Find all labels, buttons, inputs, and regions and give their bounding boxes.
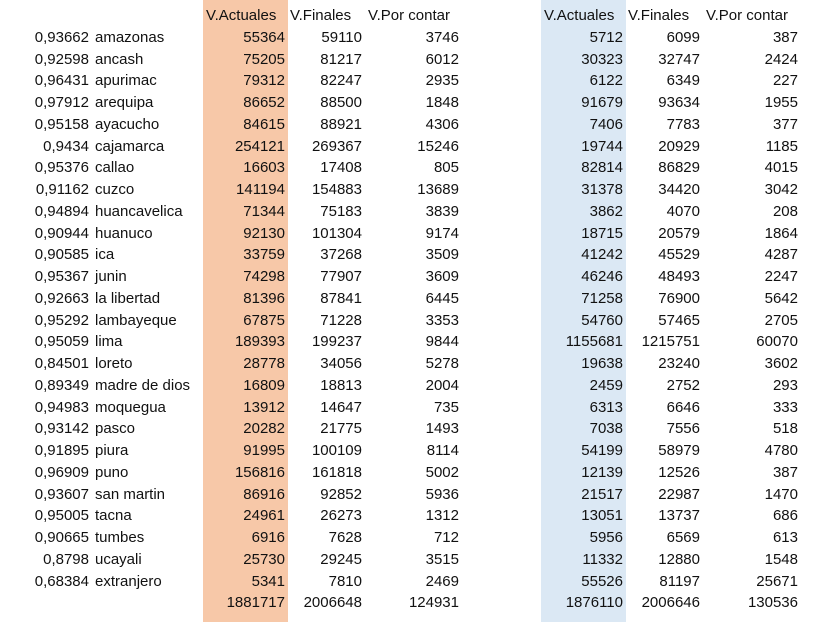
region-cell: junin xyxy=(95,268,127,285)
actuales-cell: 19638 xyxy=(581,355,623,372)
right-vote-table xyxy=(541,5,801,614)
ratio-cell: 0,95367 xyxy=(34,268,89,285)
ratio-cell: 0,92663 xyxy=(34,289,89,307)
actuales-cell: 21517 xyxy=(581,485,623,503)
ratio-cell: 0,89349 xyxy=(34,376,89,394)
por-contar-cell: 377 xyxy=(772,115,798,133)
ratio-cell: 0,84501 xyxy=(34,355,89,372)
actuales-cell: 7406 xyxy=(589,115,623,133)
actuales-cell: 54760 xyxy=(581,311,623,329)
actuales-cell: 82814 xyxy=(581,159,623,177)
finales-cell: 21775 xyxy=(320,420,362,438)
por-contar-cell: 5002 xyxy=(425,463,459,481)
actuales-cell: 12139 xyxy=(581,463,623,481)
actuales-cell: 11332 xyxy=(582,550,623,568)
table-row xyxy=(541,179,801,201)
table-row xyxy=(541,136,801,158)
finales-cell: 34056 xyxy=(320,355,362,372)
ratio-cell: 0,94894 xyxy=(34,202,89,220)
por-contar-cell: 6445 xyxy=(425,289,459,307)
finales-cell: 6099 xyxy=(666,28,700,46)
region-cell: madre de dios xyxy=(95,376,191,394)
ratio-cell: 0,92598 xyxy=(34,50,89,68)
actuales-cell: 24961 xyxy=(243,507,285,525)
table-row xyxy=(0,484,462,506)
finales-cell: 7556 xyxy=(666,420,700,438)
table-row xyxy=(541,49,801,71)
actuales-cell: 79312 xyxy=(243,72,285,90)
actuales-cell: 46246 xyxy=(581,268,623,285)
total-por-contar: 124931 xyxy=(408,594,459,612)
actuales-cell: 91679 xyxy=(581,94,623,111)
por-contar-cell: 3602 xyxy=(764,355,798,372)
table-row xyxy=(541,440,801,462)
ratio-cell: 0,95005 xyxy=(34,507,89,525)
ratio-cell: 0,96909 xyxy=(34,463,89,481)
actuales-cell: 7038 xyxy=(589,420,623,438)
finales-cell: 6569 xyxy=(666,529,700,546)
region-cell: tacna xyxy=(95,507,132,525)
finales-cell: 71228 xyxy=(320,311,362,329)
actuales-cell: 18715 xyxy=(581,224,623,242)
por-contar-cell: 4287 xyxy=(764,246,798,264)
finales-cell: 101304 xyxy=(311,224,362,242)
actuales-cell: 3862 xyxy=(589,202,623,220)
table-row xyxy=(541,484,801,506)
actuales-cell: 141194 xyxy=(236,181,285,198)
por-contar-cell: 2469 xyxy=(425,572,459,590)
finales-cell: 37268 xyxy=(320,246,362,264)
actuales-cell: 54199 xyxy=(581,442,623,459)
table-row xyxy=(0,440,462,462)
table-row xyxy=(541,201,801,223)
actuales-cell: 156816 xyxy=(234,463,285,481)
actuales-cell: 30323 xyxy=(581,50,623,68)
actuales-cell: 71258 xyxy=(581,289,623,307)
region-cell: cuzco xyxy=(95,181,135,198)
region-cell: huancavelica xyxy=(95,202,183,220)
finales-cell: 93634 xyxy=(658,94,700,111)
actuales-cell: 86652 xyxy=(243,94,285,111)
por-contar-cell: 1548 xyxy=(764,550,798,568)
actuales-cell: 28778 xyxy=(243,355,285,372)
por-contar-cell: 2705 xyxy=(764,311,798,329)
finales-cell: 34420 xyxy=(658,181,700,198)
por-contar-cell: 2935 xyxy=(425,72,459,90)
finales-cell: 77907 xyxy=(320,268,362,285)
table-row xyxy=(0,266,462,288)
por-contar-cell: 3839 xyxy=(425,202,459,220)
actuales-cell: 16809 xyxy=(243,376,285,394)
region-cell: ucayali xyxy=(95,550,142,568)
por-contar-cell: 1955 xyxy=(764,94,798,111)
table-row xyxy=(0,27,462,49)
finales-cell: 87841 xyxy=(320,289,362,307)
totals-row xyxy=(0,592,462,614)
region-cell: callao xyxy=(95,159,135,177)
por-contar-cell: 735 xyxy=(433,398,459,416)
region-cell: amazonas xyxy=(95,28,165,46)
ratio-cell: 0,96431 xyxy=(34,72,89,90)
total-actuales: 1881717 xyxy=(226,594,285,612)
finales-cell: 269367 xyxy=(311,137,362,155)
finales-cell: 1215751 xyxy=(641,333,700,351)
actuales-cell: 33759 xyxy=(243,246,285,264)
region-cell: cajamarca xyxy=(95,137,165,155)
region-cell: la libertad xyxy=(95,289,161,307)
table-row xyxy=(0,549,462,571)
table-row xyxy=(0,353,462,375)
actuales-cell: 20282 xyxy=(243,420,285,438)
por-contar-cell: 208 xyxy=(772,202,798,220)
finales-cell: 92852 xyxy=(320,485,362,503)
por-contar-cell: 3609 xyxy=(425,268,459,285)
finales-cell: 199237 xyxy=(311,333,362,351)
table-row xyxy=(541,462,801,484)
actuales-cell: 84615 xyxy=(243,115,285,133)
region-cell: pasco xyxy=(95,420,136,438)
por-contar-cell: 3509 xyxy=(425,246,459,264)
finales-cell: 81217 xyxy=(320,50,362,68)
por-contar-cell: 1185 xyxy=(765,137,798,155)
table-row xyxy=(541,375,801,397)
left-vote-table xyxy=(0,5,462,614)
finales-cell: 58979 xyxy=(658,442,700,459)
por-contar-cell: 387 xyxy=(772,463,798,481)
region-cell: moquegua xyxy=(95,398,166,416)
table-row xyxy=(541,223,801,245)
table-row xyxy=(0,201,462,223)
ratio-cell: 0,9434 xyxy=(43,137,89,155)
table-row xyxy=(0,310,462,332)
por-contar-cell: 1848 xyxy=(425,94,459,111)
table-row xyxy=(541,244,801,266)
table-row xyxy=(0,49,462,71)
region-cell: ancash xyxy=(95,50,144,68)
region-cell: arequipa xyxy=(95,94,154,111)
finales-cell: 86829 xyxy=(658,159,700,177)
por-contar-cell: 613 xyxy=(772,529,798,546)
ratio-cell: 0,90944 xyxy=(34,224,89,242)
por-contar-cell: 25671 xyxy=(756,572,798,590)
header-actuales: V.Actuales xyxy=(544,7,615,24)
por-contar-cell: 518 xyxy=(772,420,798,438)
table-row xyxy=(0,527,462,549)
table-row xyxy=(0,136,462,158)
table-row xyxy=(541,331,801,353)
por-contar-cell: 712 xyxy=(433,529,459,546)
actuales-cell: 75205 xyxy=(243,50,285,68)
por-contar-cell: 1470 xyxy=(764,485,798,503)
table-row xyxy=(0,462,462,484)
finales-cell: 26273 xyxy=(320,507,362,525)
header-por-contar: V.Por contar xyxy=(706,7,788,24)
por-contar-cell: 4780 xyxy=(764,442,798,459)
actuales-cell: 86916 xyxy=(243,485,285,503)
region-cell: lima xyxy=(95,333,123,351)
por-contar-cell: 1493 xyxy=(425,420,459,438)
finales-cell: 45529 xyxy=(658,246,700,264)
table-row xyxy=(0,114,462,136)
table-row xyxy=(541,92,801,114)
actuales-cell: 1155681 xyxy=(565,333,623,351)
ratio-cell: 0,94983 xyxy=(34,398,89,416)
table-row xyxy=(0,179,462,201)
actuales-cell: 5956 xyxy=(589,529,623,546)
total-actuales: 1876110 xyxy=(565,594,623,612)
empty-cell xyxy=(0,592,89,614)
actuales-cell: 71344 xyxy=(243,202,285,220)
table-row xyxy=(0,505,462,527)
ratio-cell: 0,90585 xyxy=(34,246,89,264)
region-cell: piura xyxy=(95,442,129,459)
ratio-cell: 0,93607 xyxy=(34,485,89,503)
table-row xyxy=(541,288,801,310)
actuales-cell: 189393 xyxy=(234,333,285,351)
header-por-contar: V.Por contar xyxy=(368,7,450,24)
actuales-cell: 5712 xyxy=(589,28,623,46)
por-contar-cell: 9844 xyxy=(425,333,459,351)
finales-cell: 13737 xyxy=(658,507,700,525)
region-cell: huanuco xyxy=(95,224,153,242)
actuales-cell: 6916 xyxy=(251,529,285,546)
ratio-cell: 0,91162 xyxy=(35,181,89,198)
por-contar-cell: 293 xyxy=(772,376,798,394)
actuales-cell: 31378 xyxy=(581,181,623,198)
finales-cell: 57465 xyxy=(658,311,700,329)
finales-cell: 88921 xyxy=(320,115,362,133)
actuales-cell: 74298 xyxy=(243,268,285,285)
por-contar-cell: 3746 xyxy=(425,28,459,46)
ratio-cell: 0,90665 xyxy=(34,529,89,546)
total-por-contar: 130536 xyxy=(747,594,798,612)
por-contar-cell: 2004 xyxy=(425,376,459,394)
region-cell: puno xyxy=(95,463,129,481)
finales-cell: 12880 xyxy=(658,550,700,568)
ratio-cell: 0,97912 xyxy=(34,94,89,111)
finales-cell: 17408 xyxy=(320,159,362,177)
ratio-cell: 0,95059 xyxy=(34,333,89,351)
por-contar-cell: 60070 xyxy=(756,333,798,351)
finales-cell: 29245 xyxy=(320,550,362,568)
table-row xyxy=(541,505,801,527)
por-contar-cell: 5642 xyxy=(764,289,798,307)
finales-cell: 23240 xyxy=(658,355,700,372)
finales-cell: 81197 xyxy=(659,572,700,590)
region-cell: ayacucho xyxy=(95,115,160,133)
por-contar-cell: 1864 xyxy=(764,224,798,242)
table-row xyxy=(541,527,801,549)
right-header-row xyxy=(541,5,801,27)
finales-cell: 7810 xyxy=(328,572,362,590)
region-cell: apurimac xyxy=(95,72,157,90)
por-contar-cell: 5936 xyxy=(425,485,459,503)
finales-cell: 7628 xyxy=(328,529,362,546)
finales-cell: 75183 xyxy=(320,202,362,220)
finales-cell: 7783 xyxy=(666,115,700,133)
finales-cell: 161818 xyxy=(311,463,362,481)
total-finales: 2006646 xyxy=(641,594,700,612)
totals-row xyxy=(541,592,801,614)
finales-cell: 100109 xyxy=(311,442,362,459)
por-contar-cell: 227 xyxy=(772,72,798,90)
finales-cell: 6646 xyxy=(666,398,700,416)
ratio-cell: 0,95158 xyxy=(34,115,89,133)
por-contar-cell: 805 xyxy=(433,159,459,177)
ratio-cell: 0,8798 xyxy=(43,550,89,568)
actuales-cell: 13051 xyxy=(581,507,623,525)
actuales-cell: 254121 xyxy=(234,137,285,155)
actuales-cell: 41242 xyxy=(581,246,623,264)
finales-cell: 6349 xyxy=(666,72,700,90)
actuales-cell: 6122 xyxy=(589,72,623,90)
table-row xyxy=(541,310,801,332)
table-row xyxy=(541,397,801,419)
ratio-cell: 0,93662 xyxy=(34,28,89,46)
region-cell: san martin xyxy=(95,485,166,503)
region-cell: tumbes xyxy=(95,529,145,546)
table-row xyxy=(541,549,801,571)
region-cell: ica xyxy=(95,246,115,264)
ratio-cell: 0,68384 xyxy=(34,572,89,590)
finales-cell: 20929 xyxy=(658,137,700,155)
actuales-cell: 13912 xyxy=(243,398,285,416)
por-contar-cell: 3353 xyxy=(425,311,459,329)
table-row xyxy=(541,353,801,375)
table-row xyxy=(0,397,462,419)
left-header-row xyxy=(0,5,462,27)
finales-cell: 12526 xyxy=(658,463,700,481)
header-actuales: V.Actuales xyxy=(206,7,277,24)
header-finales: V.Finales xyxy=(290,7,352,24)
actuales-cell: 19744 xyxy=(581,137,623,155)
table-row xyxy=(0,157,462,179)
finales-cell: 32747 xyxy=(658,50,700,68)
por-contar-cell: 8114 xyxy=(426,442,459,459)
empty-cell xyxy=(89,592,203,614)
actuales-cell: 16603 xyxy=(243,159,285,177)
finales-cell: 4070 xyxy=(666,202,700,220)
por-contar-cell: 4306 xyxy=(425,115,459,133)
table-row xyxy=(541,571,801,593)
por-contar-cell: 6012 xyxy=(425,50,459,68)
ratio-cell: 0,95376 xyxy=(34,159,89,177)
finales-cell: 18813 xyxy=(320,376,362,394)
por-contar-cell: 1312 xyxy=(425,507,459,525)
header-finales: V.Finales xyxy=(628,7,690,24)
por-contar-cell: 5278 xyxy=(425,355,459,372)
finales-cell: 2752 xyxy=(666,376,700,394)
ratio-cell: 0,95292 xyxy=(34,311,89,329)
por-contar-cell: 686 xyxy=(772,507,798,525)
finales-cell: 59110 xyxy=(321,28,362,46)
por-contar-cell: 4015 xyxy=(764,159,798,177)
actuales-cell: 92130 xyxy=(243,224,285,242)
por-contar-cell: 9174 xyxy=(425,224,459,242)
por-contar-cell: 15246 xyxy=(417,137,459,155)
table-row xyxy=(0,375,462,397)
actuales-cell: 5341 xyxy=(251,572,285,590)
actuales-cell: 6313 xyxy=(589,398,623,416)
table-row xyxy=(541,70,801,92)
finales-cell: 76900 xyxy=(658,289,700,307)
actuales-cell: 2459 xyxy=(589,376,623,394)
finales-cell: 82247 xyxy=(320,72,362,90)
actuales-cell: 25730 xyxy=(243,550,285,568)
table-row xyxy=(0,418,462,440)
table-row xyxy=(541,114,801,136)
region-cell: extranjero xyxy=(95,572,162,590)
region-cell: lambayeque xyxy=(95,311,177,329)
table-row xyxy=(0,331,462,353)
por-contar-cell: 2247 xyxy=(764,268,798,285)
actuales-cell: 81396 xyxy=(243,289,285,307)
finales-cell: 88500 xyxy=(320,94,362,111)
ratio-cell: 0,93142 xyxy=(34,420,89,438)
table-row xyxy=(541,266,801,288)
por-contar-cell: 3042 xyxy=(764,181,798,198)
actuales-cell: 55526 xyxy=(581,572,623,590)
table-row xyxy=(541,157,801,179)
total-finales: 2006648 xyxy=(303,594,362,612)
finales-cell: 22987 xyxy=(658,485,700,503)
por-contar-cell: 333 xyxy=(772,398,798,416)
table-row xyxy=(0,571,462,593)
table-row xyxy=(0,244,462,266)
region-cell: loreto xyxy=(95,355,133,372)
por-contar-cell: 387 xyxy=(772,28,798,46)
table-row xyxy=(541,27,801,49)
finales-cell: 48493 xyxy=(658,268,700,285)
por-contar-cell: 13689 xyxy=(417,181,459,198)
finales-cell: 14647 xyxy=(320,398,362,416)
actuales-cell: 67875 xyxy=(243,311,285,329)
por-contar-cell: 2424 xyxy=(764,50,798,68)
actuales-cell: 55364 xyxy=(243,28,285,46)
table-row xyxy=(0,92,462,114)
table-row xyxy=(0,70,462,92)
table-row xyxy=(0,288,462,310)
actuales-cell: 91995 xyxy=(243,442,285,459)
table-row xyxy=(0,223,462,245)
finales-cell: 20579 xyxy=(658,224,700,242)
finales-cell: 154883 xyxy=(311,181,362,198)
table-row xyxy=(541,418,801,440)
por-contar-cell: 3515 xyxy=(425,550,459,568)
ratio-cell: 0,91895 xyxy=(34,442,89,459)
